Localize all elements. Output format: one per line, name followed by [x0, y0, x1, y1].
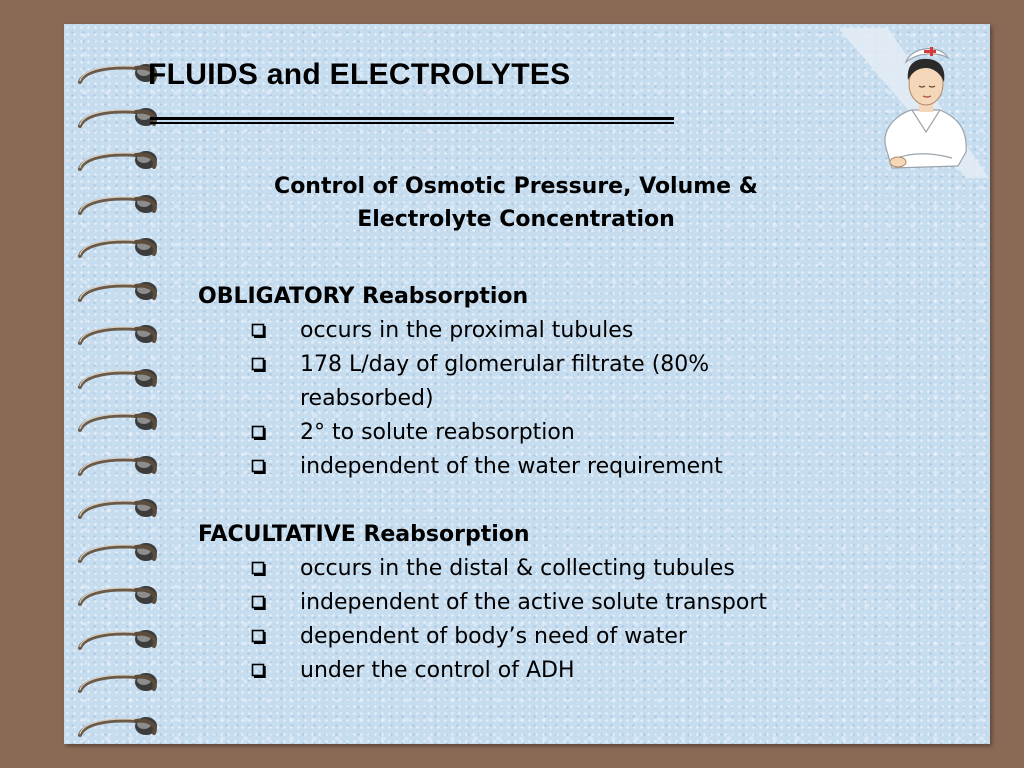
hollow-square-bullet-icon: [251, 459, 266, 474]
list-item-text: independent of the active solute transport: [300, 590, 768, 615]
list-item: [198, 314, 898, 348]
list-item-text: occurs in the distal & collecting tubules: [300, 556, 735, 581]
slide-subtitle: [180, 170, 852, 236]
obligatory-heading: OBLIGATORY Reabsorption: [198, 284, 529, 309]
binding-ring: [74, 278, 184, 308]
binding-ring: [74, 321, 184, 351]
hollow-square-bullet-icon: [251, 595, 266, 610]
subtitle-line-1: Control of Osmotic Pressure, Volume &: [274, 174, 758, 199]
hollow-square-bullet-icon: [251, 323, 266, 338]
binding-ring: [74, 408, 184, 438]
binding-ring: [74, 713, 184, 743]
hollow-square-bullet-icon: [251, 663, 266, 678]
binding-ring: [74, 234, 184, 264]
binding-ring: [74, 365, 184, 395]
list-item-text: 178 L/day of glomerular filtrate (80%: [300, 352, 710, 377]
list-item-text: independent of the water requirement: [300, 454, 723, 479]
list-item: [198, 450, 898, 484]
binding-ring: [74, 147, 184, 177]
list-item: [198, 416, 898, 450]
binding-ring: [74, 539, 184, 569]
binding-ring: [74, 452, 184, 482]
hollow-square-bullet-icon: [251, 561, 266, 576]
facultative-heading: FACULTATIVE Reabsorption: [198, 522, 530, 547]
list-item: [198, 348, 898, 416]
list-item-text: dependent of body’s need of water: [300, 624, 687, 649]
binding-ring: [74, 495, 184, 525]
list-item: [198, 552, 898, 586]
nurse-clipart-icon: [840, 28, 990, 178]
subtitle-line-2: Electrolyte Concentration: [357, 207, 675, 232]
list-item-text: 2° to solute reabsorption: [300, 420, 575, 445]
list-item: [198, 586, 898, 620]
list-item-text-continued: reabsorbed): [300, 386, 434, 411]
hollow-square-bullet-icon: [251, 357, 266, 372]
list-item: [198, 620, 898, 654]
slide-title: FLUIDS and ELECTROLYTES: [148, 58, 571, 91]
hollow-square-bullet-icon: [251, 425, 266, 440]
title-underline: [150, 117, 674, 124]
binding-ring: [74, 626, 184, 656]
binding-ring: [74, 582, 184, 612]
list-item: [198, 654, 898, 688]
list-item-text: occurs in the proximal tubules: [300, 318, 634, 343]
binding-ring: [74, 191, 184, 221]
spiral-binding: [74, 60, 184, 750]
list-item-text: under the control of ADH: [300, 658, 575, 683]
binding-ring: [74, 669, 184, 699]
facultative-list: [198, 552, 898, 688]
hollow-square-bullet-icon: [251, 629, 266, 644]
facultative-section: [198, 518, 898, 688]
obligatory-list: [198, 314, 898, 484]
obligatory-section: [198, 280, 898, 484]
